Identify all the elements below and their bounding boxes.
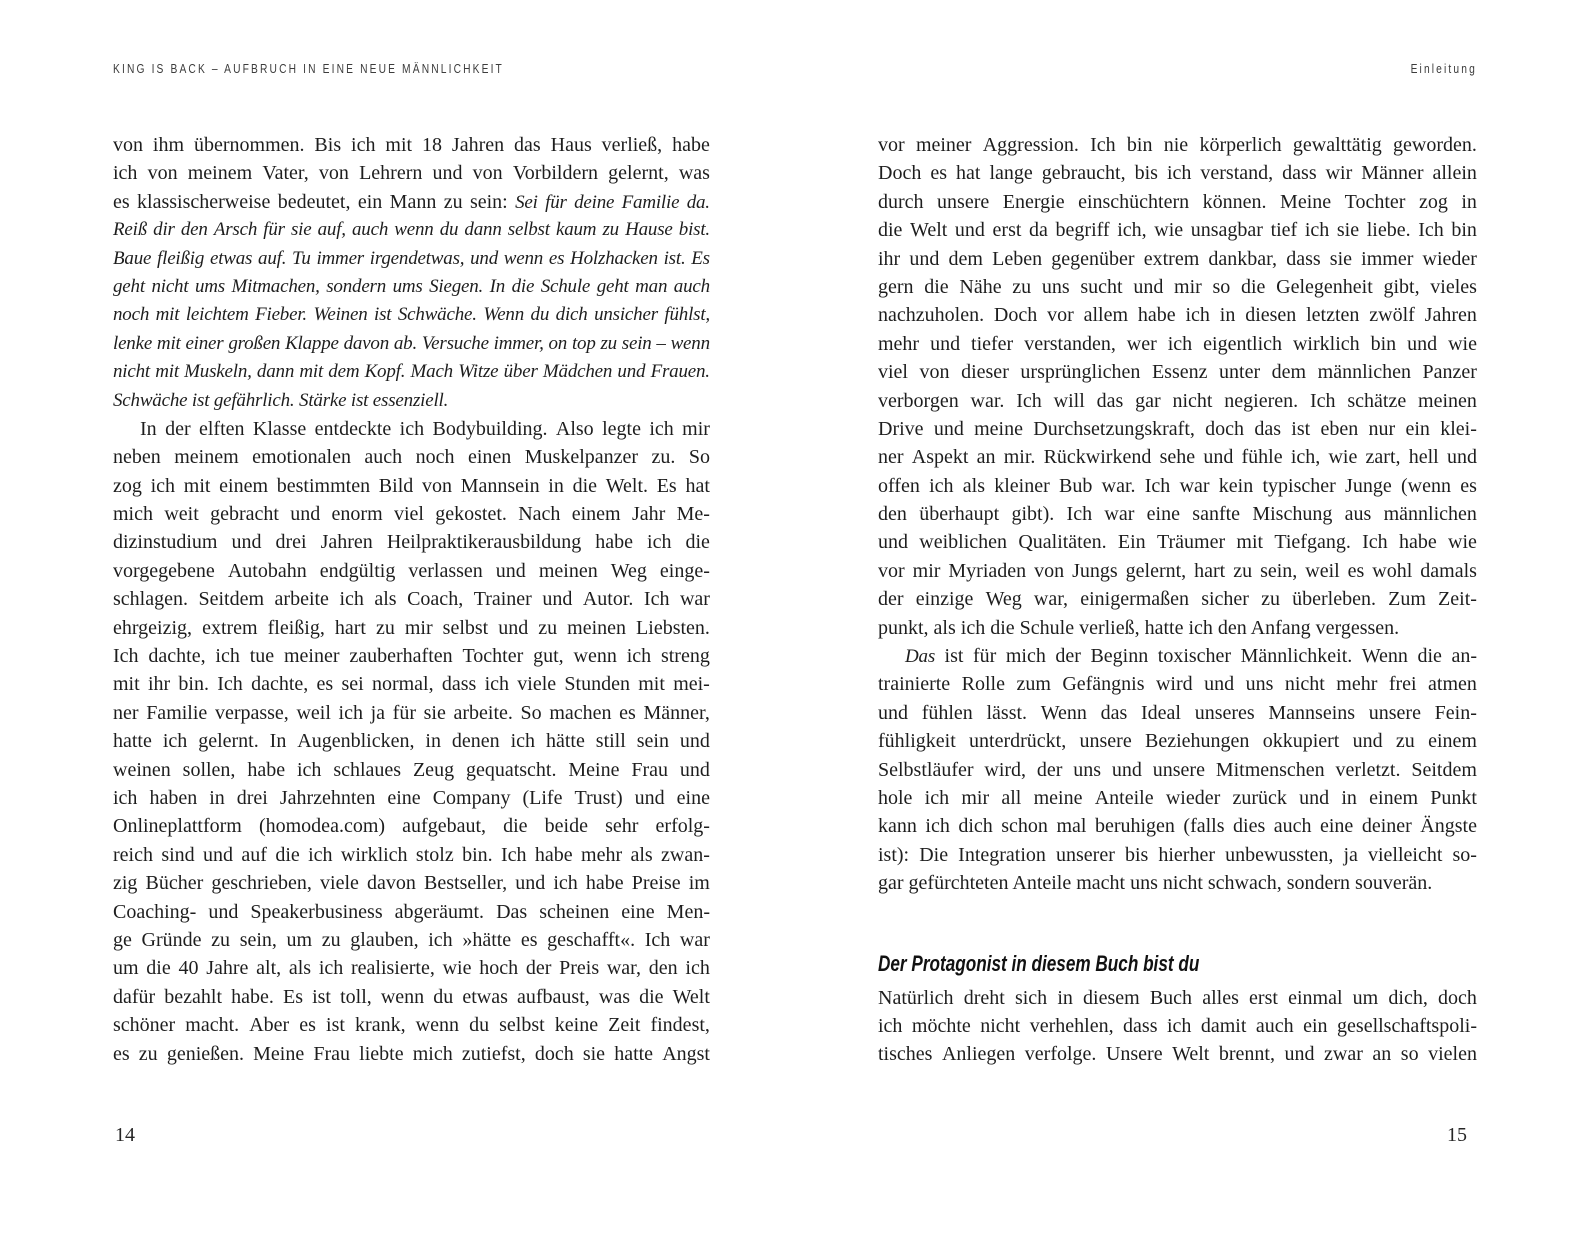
text-line: Drive und meine Durchsetzungskraft, doch das ist eben nur ein klei-: [878, 417, 1477, 440]
text-line: viel von dieser ursprünglichen Essenz unter dem männlichen Panzer: [878, 361, 1477, 384]
text-line: mehr und tiefer verstanden, wer ich eigentlich wirklich bin und wie: [878, 332, 1477, 355]
text-line: um die 40 Jahre alt, als ich realisierte, wie hoch der Preis war, den ich: [113, 957, 710, 980]
text-line: Onlineplattform (homodea.com) aufgebaut, die beide sehr erfolg-: [113, 815, 710, 838]
text-line: reich sind und auf die ich wirklich stolz bin. Ich habe mehr als zwan-: [113, 843, 710, 866]
page-number-right: 15: [1447, 1124, 1467, 1146]
text-line: ist): Die Integration unserer bis hierher unbewussten, ja vielleicht so-: [878, 843, 1477, 866]
text-line: und weiblichen Qualitäten. Ein Träumer mit Tiefgang. Ich habe wie: [878, 531, 1477, 554]
text-line: Natürlich dreht sich in diesem Buch alles erst einmal um dich, doch: [878, 986, 1477, 1009]
text-line: verborgen war. Ich will das gar nicht negieren. Ich schätze meinen: [878, 389, 1477, 412]
text-line: kann ich dich schon mal beruhigen (falls dies auch eine deiner Ängste: [878, 815, 1477, 838]
text-line: Coaching- und Speakerbusiness abgeräumt. Das scheinen eine Men-: [113, 900, 710, 923]
text-line: ich haben in drei Jahrzehnten eine Company (Life Trust) und eine: [113, 786, 710, 809]
right-page-text-column: [878, 131, 1477, 1069]
text-line: und fühlen lässt. Wenn das Ideal unseres Mannseins unsere Fein-: [878, 701, 1477, 724]
text-line: Ich dachte, ich tue meiner zauberhaften Tochter gut, wenn ich streng: [113, 645, 710, 668]
text-line: ihr und dem Leben gegenüber extrem dankbar, dass sie immer wieder: [878, 247, 1477, 270]
text-line: vor meiner Aggression. Ich bin nie körperlich gewalttätig geworden.: [878, 134, 1477, 156]
text-line: mit ihr bin. Ich dachte, es sei normal, dass ich viele Stunden mit mei-: [113, 673, 710, 696]
text-line: fühligkeit unterdrückt, unsere Beziehungen okkupiert und zu einem: [878, 730, 1477, 753]
text-line: Schwäche ist gefährlich. Stärke ist essenziell.: [113, 389, 449, 411]
text-line: es zu genießen. Meine Frau liebte mich zutiefst, doch sie hatte Angst: [113, 1042, 710, 1065]
text-line: geht nicht ums Mitmachen, sondern ums Siegen. In die Schule geht man auch: [113, 275, 710, 297]
text-line: Reiß dir den Arsch für sie auf, auch wenn du dann selbst kaum zu Hause bist.: [113, 219, 710, 241]
text-line: neben meinem emotionalen auch noch einen Muskelpanzer zu. So: [113, 446, 710, 469]
text-line: gern die Nähe zu uns sucht und mir so die Gelegenheit gibt, vieles: [878, 275, 1477, 298]
text-line: Selbstläufer wird, der uns und unsere Mitmenschen verletzt. Seitdem: [878, 758, 1477, 781]
section-heading: Der Protagonist in diesem Buch bist du: [878, 950, 1200, 976]
text-line: ich von meinem Vater, von Lehrern und von Vorbildern gelernt, was: [113, 162, 710, 185]
text-line: ehrgeizig, extrem fleißig, hart zu mir selbst und zu meinen Liebsten.: [113, 616, 710, 639]
running-head-right: Einleitung: [1410, 62, 1477, 76]
left-page-text-column: [113, 131, 710, 1068]
text-line: ge Gründe zu sein, um zu glauben, ich »hätte es geschafft«. Ich war: [113, 928, 710, 951]
text-line: Doch es hat lange gebraucht, bis ich verstand, dass wir Männer allein: [878, 162, 1477, 185]
text-line: schöner macht. Aber es ist krank, wenn du selbst keine Zeit findest,: [113, 1014, 710, 1037]
text-line: nicht mit Muskeln, dann mit dem Kopf. Mach Witze über Mädchen und Frauen.: [113, 361, 710, 383]
text-line: die Welt und erst da begriff ich, wie unsagbar tief ich sie liebe. Ich bin: [878, 219, 1477, 242]
text-line: punkt, als ich die Schule verließ, hatte ich den Anfang vergessen.: [878, 616, 1400, 639]
text-line: trainierte Rolle zum Gefängnis wird und uns nicht mehr frei atmen: [878, 673, 1477, 696]
text-line: lenke mit einer großen Klappe davon ab. Versuche immer, on top zu sein – wenn: [113, 332, 710, 354]
text-line: vor mir Myriaden von Jungs gelernt, hart zu sein, weil es wohl damals: [878, 559, 1477, 582]
text-line: Baue fleißig etwas auf. Tu immer irgendetwas, und wenn es Holzhacken ist. Es: [113, 247, 710, 269]
text-line: zig Bücher geschrieben, viele davon Bestseller, und ich habe Preise im: [113, 872, 710, 895]
running-head-left: KING IS BACK – AUFBRUCH IN EINE NEUE MÄNNLICHKEIT: [113, 62, 504, 76]
text-line: offen ich als kleiner Bub war. Ich war kein typischer Junge (wenn es: [878, 474, 1477, 497]
text-line: gar gefürchteten Anteile macht uns nicht schwach, sondern souverän.: [878, 872, 1433, 895]
text-line: dafür bezahlt habe. Es ist toll, wenn du etwas aufbaust, was die Welt: [113, 985, 710, 1008]
text-line: nachzuholen. Doch vor allem habe ich in diesen letzten zwölf Jahren: [878, 304, 1477, 327]
text-line: weinen sollen, habe ich schlaues Zeug gequatscht. Meine Frau und: [113, 758, 710, 781]
text-line: ner Aspekt an mir. Rückwirkend sehe und fühle ich, wie zart, hell und: [878, 446, 1477, 469]
text-line: zog ich mit einem bestimmten Bild von Mannsein in die Welt. Es hat: [113, 474, 710, 497]
text-line: ich möchte nicht verhehlen, dass ich damit auch ein gesellschaftspoli-: [878, 1014, 1477, 1037]
text-line: durch unsere Energie einschüchtern können. Meine Tochter zog in: [878, 190, 1477, 213]
text-line: von ihm übernommen. Bis ich mit 18 Jahren das Haus verließ, habe: [113, 134, 710, 156]
text-line: der einzige Weg war, einigermaßen sicher zu überleben. Zum Zeit-: [878, 588, 1477, 611]
text-line: Das ist für mich der Beginn toxischer Männlichkeit. Wenn die an-: [905, 645, 1477, 668]
text-line: mich weit gebracht und enorm viel gekostet. Nach einem Jahr Me-: [113, 503, 710, 526]
text-line: noch mit leichtem Fieber. Weinen ist Schwäche. Wenn du dich unsicher fühlst,: [113, 304, 710, 326]
text-line: tisches Anliegen verfolge. Unsere Welt brennt, und zwar an so vielen: [878, 1043, 1477, 1066]
page-number-left: 14: [115, 1124, 135, 1146]
text-line: hole ich mir all meine Anteile wieder zurück und in einem Punkt: [878, 786, 1477, 809]
text-line: In der elften Klasse entdeckte ich Bodybuilding. Also legte ich mir: [140, 417, 710, 440]
text-line: hatte ich gelernt. In Augenblicken, in denen ich hätte still sein und: [113, 730, 710, 753]
text-line: vorgegebene Autobahn endgültig verlassen und meinen Weg einge-: [113, 559, 710, 582]
text-line: den überhaupt gibt). Ich war eine sanfte Mischung aus männlichen: [878, 503, 1477, 526]
text-line: ner Familie verpasse, weil ich ja für sie arbeite. So machen es Männer,: [113, 701, 710, 724]
text-line: schlagen. Seitdem arbeite ich als Coach, Trainer und Autor. Ich war: [113, 588, 710, 611]
text-line: es klassischerweise bedeutet, ein Mann zu sein: Sei für deine Familie da.: [113, 190, 710, 213]
text-line: dizinstudium und drei Jahren Heilpraktikerausbildung habe ich die: [113, 531, 710, 554]
